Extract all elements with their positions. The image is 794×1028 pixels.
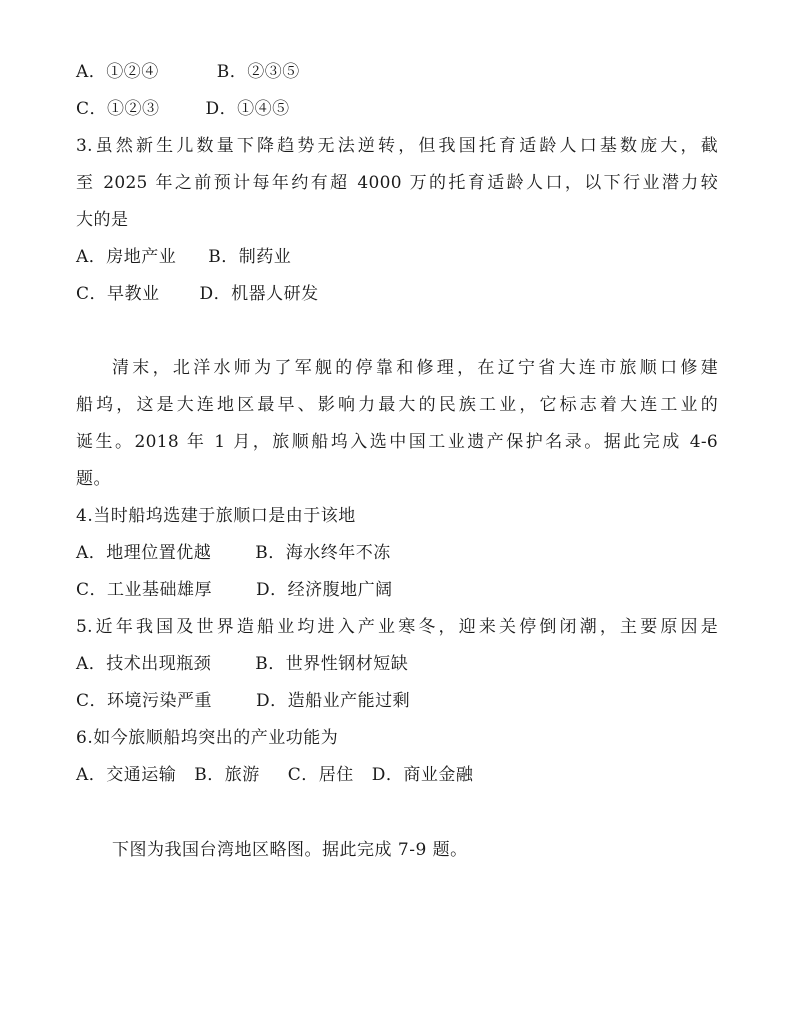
q5-option-a: A．技术出现瓶颈 [76, 654, 212, 674]
q4-option-a: A．地理位置优越 [76, 543, 212, 563]
q5-options-row-1 [76, 652, 408, 676]
q3-option-d: D．机器人研发 [199, 284, 319, 304]
passage-line-4: 题。 [76, 469, 111, 489]
q2-options-row-2 [76, 97, 290, 121]
q2-option-a: A．①②④ [76, 62, 159, 82]
q4-option-b: B．海水终年不冻 [255, 543, 391, 563]
q2-option-c: C．①②③ [76, 99, 160, 119]
q3-stem-line-2: 至 2025 年之前预计每年约有超 4000 万的托育适龄人口，以下行业潜力较 [76, 173, 718, 193]
intro-questions-7-9: 下图为我国台湾地区略图。据此完成 7-9 题。 [112, 840, 468, 860]
q5-option-b: B．世界性钢材短缺 [255, 654, 409, 674]
q5-option-c: C．环境污染严重 [76, 691, 213, 711]
q4-option-c: C．工业基础雄厚 [76, 580, 213, 600]
q6-stem: 6.如今旅顺船坞突出的产业功能为 [76, 728, 339, 748]
q4-stem: 4.当时船坞选建于旅顺口是由于该地 [76, 506, 356, 526]
q3-options-row-2 [76, 282, 319, 306]
q2-options-row-1 [76, 60, 300, 84]
q3-option-c: C．早教业 [76, 284, 160, 304]
q2-option-d: D．①④⑤ [205, 99, 290, 119]
passage-line-3: 诞生。2018 年 1 月，旅顺船坞入选中国工业遗产保护名录。据此完成 4-6 [76, 432, 718, 452]
q3-options-row-1 [76, 245, 291, 269]
q6-options-row [76, 763, 473, 787]
q4-options-row-2 [76, 578, 393, 602]
q3-option-a: A．房地产业 [76, 247, 177, 267]
q3-stem-line-1: 3.虽然新生儿数量下降趋势无法逆转，但我国托育适龄人口基数庞大，截 [76, 136, 718, 156]
q5-option-d: D．造船业产能过剩 [256, 691, 411, 711]
q4-options-row-1 [76, 541, 391, 565]
q2-option-b: B．②③⑤ [216, 62, 300, 82]
passage-line-2: 船坞，这是大连地区最早、影响力最大的民族工业，它标志着大连工业的 [76, 395, 718, 415]
q5-options-row-2 [76, 689, 410, 713]
passage-line-1: 清末，北洋水师为了军舰的停靠和修理，在辽宁省大连市旅顺口修建 [112, 358, 718, 378]
q6-option-d: D．商业金融 [371, 765, 474, 785]
q6-option-a: A．交通运输 [76, 765, 177, 785]
q3-option-b: B．制药业 [208, 247, 292, 267]
q6-option-b: B．旅游 [194, 765, 260, 785]
q6-option-c: C．居住 [287, 765, 354, 785]
q5-stem: 5.近年我国及世界造船业均进入产业寒冬，迎来关停倒闭潮，主要原因是 [76, 617, 718, 637]
q4-option-d: D．经济腹地广阔 [256, 580, 393, 600]
q3-stem-line-3: 大的是 [76, 210, 129, 230]
